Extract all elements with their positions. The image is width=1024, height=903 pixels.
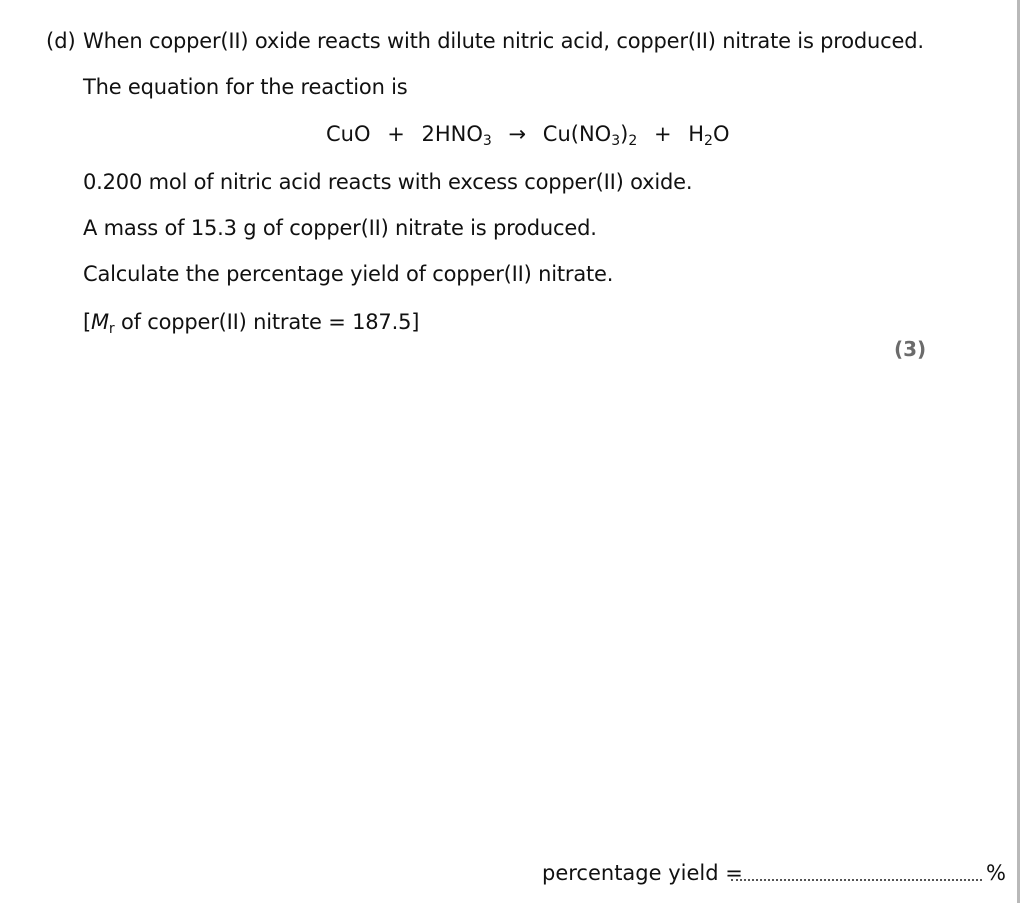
reaction-arrow: → (508, 122, 527, 146)
answer-line[interactable] (731, 879, 982, 881)
answer-unit: % (986, 861, 1006, 885)
answer-label: percentage yield = (542, 861, 743, 885)
plus-sign: + (387, 122, 405, 146)
question-part-label: (d) (46, 29, 76, 53)
reactant-hno3: $2HNO_3$ (421, 122, 492, 149)
equation-intro: The equation for the reaction is (83, 75, 408, 99)
task-statement: Calculate the percentage yield of copper(II) nitrate. (83, 262, 614, 286)
mass-statement: A mass of 15.3 g of copper(II) nitrate is produced. (83, 216, 597, 240)
relative-formula-mass-note: [$M_r$ of copper(II) nitrate = 187.5] (83, 310, 420, 337)
marks-indicator: (3) (894, 337, 927, 361)
moles-statement: 0.200 mol of nitric acid reacts with excess copper(II) oxide. (83, 170, 693, 194)
product-water: $H_2O$ (688, 122, 730, 149)
product-copper-nitrate: $Cu(NO_3)_2$ (542, 122, 638, 149)
chemical-equation (326, 121, 729, 147)
plus-sign: + (653, 122, 672, 146)
reactant-cuo: CuO (326, 122, 371, 146)
question-intro: When copper(II) oxide reacts with dilute nitric acid, copper(II) nitrate is produced. (83, 29, 924, 53)
page-edge-rule (1017, 0, 1020, 903)
